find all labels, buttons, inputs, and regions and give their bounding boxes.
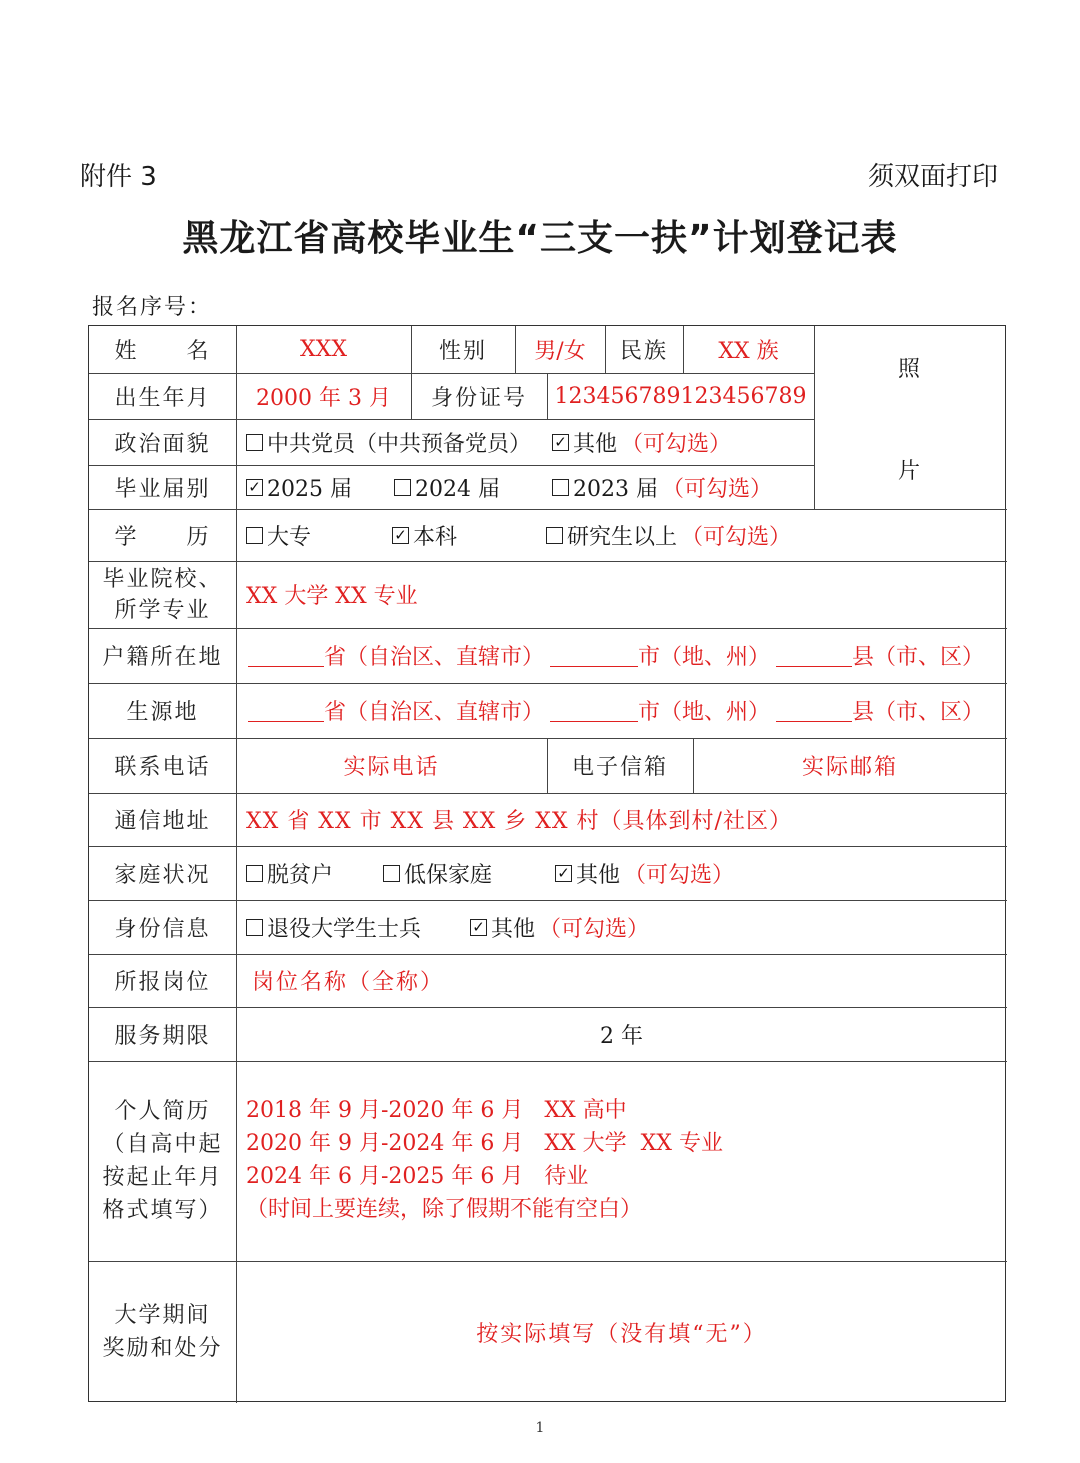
resume-line: 2024 年 6 月-2025 年 6 月 待业	[246, 1164, 589, 1189]
identity-veteran[interactable]: 退役大学生士兵	[246, 912, 470, 943]
identity-options	[236, 900, 1007, 954]
checkbox-unchecked-icon[interactable]	[246, 865, 263, 882]
resume-line: （时间上要连续，除了假期不能有空白）	[246, 1197, 643, 1222]
checkbox-checked-icon[interactable]: ✓	[555, 865, 572, 882]
position-field[interactable]: 岗位名称（全称）	[252, 970, 445, 995]
awards-field[interactable]: 按实际填写（没有填“无”）	[476, 1321, 767, 1347]
origin-field[interactable]: 省（自治区、直辖市） 市（地、州） 县（市、区）	[236, 683, 1007, 738]
attachment-number: 附件 3	[80, 162, 157, 192]
resume-field[interactable]	[246, 1094, 723, 1226]
address-field[interactable]: XX 省 XX 市 XX 县 XX 乡 XX 村（具体到村/社区）	[246, 809, 792, 834]
checkbox-checked-icon[interactable]: ✓	[246, 479, 263, 496]
checkbox-checked-icon[interactable]: ✓	[392, 527, 409, 544]
origin-label: 生源地	[126, 700, 199, 725]
ethnic-field[interactable]: XX 族	[718, 339, 779, 364]
education-label: 学 历	[114, 524, 211, 550]
page-number: 1	[535, 1420, 545, 1436]
checkbox-checked-icon[interactable]: ✓	[552, 434, 569, 451]
position-label: 所报岗位	[114, 970, 211, 995]
phone-label: 联系电话	[114, 755, 211, 780]
identity-label: 身份信息	[114, 916, 211, 942]
political-option-other[interactable]: ✓ 其他 （可勾选）	[552, 427, 731, 458]
print-note: 须双面打印	[867, 162, 998, 192]
photo-label-top: 照	[898, 357, 921, 382]
education-bachelor[interactable]: ✓ 本科	[392, 520, 546, 551]
ethnic-label: 民族	[619, 339, 668, 364]
email-label: 电子信箱	[571, 755, 668, 780]
education-college[interactable]: 大专	[246, 520, 392, 551]
hukou-label: 户籍所在地	[102, 645, 223, 670]
checkbox-unchecked-icon[interactable]	[246, 919, 263, 936]
email-field[interactable]: 实际邮箱	[801, 755, 898, 780]
family-label: 家庭状况	[114, 862, 211, 888]
education-options	[236, 509, 1007, 561]
resume-label: 个人简历 （自高中起 按起止年月 格式填写）	[102, 1099, 223, 1223]
form-title: 黑龙江省高校毕业生“三支一扶”计划登记表	[182, 218, 898, 259]
checkbox-unchecked-icon[interactable]	[394, 479, 411, 496]
resume-line: 2018 年 9 月-2020 年 6 月 XX 高中	[246, 1098, 627, 1123]
term-label: 服务期限	[114, 1023, 211, 1049]
school-field[interactable]: XX 大学 XX 专业	[246, 584, 418, 609]
id-label: 身份证号	[430, 385, 527, 411]
school-label: 毕业院校、 所学专业	[102, 566, 223, 623]
family-other[interactable]: ✓ 其他 （可勾选）	[555, 858, 734, 889]
family-options	[236, 846, 1007, 900]
grad-year-2024[interactable]: 2024 届	[394, 472, 552, 503]
grad-year-2023[interactable]: 2023 届 （可勾选）	[552, 472, 772, 503]
gender-label: 性别	[438, 339, 487, 364]
checkbox-unchecked-icon[interactable]	[546, 527, 563, 544]
hukou-field[interactable]: 省（自治区、直辖市） 市（地、州） 县（市、区）	[236, 628, 1007, 683]
birth-field[interactable]: 2000 年 3 月	[256, 385, 391, 411]
political-option-party[interactable]: 中共党员（中共预备党员）	[246, 427, 552, 458]
registration-form	[88, 325, 1006, 1402]
family-poverty[interactable]: 脱贫户	[246, 858, 383, 889]
education-graduate[interactable]: 研究生以上 （可勾选）	[546, 520, 791, 551]
resume-line: 2020 年 9 月-2024 年 6 月 XX 大学 XX 专业	[246, 1131, 723, 1156]
name-label: 姓 名	[114, 339, 211, 364]
political-options	[236, 419, 814, 465]
registration-number-label: 报名序号：	[92, 295, 213, 320]
identity-other[interactable]: ✓ 其他 （可勾选）	[470, 912, 649, 943]
family-low-income[interactable]: 低保家庭	[383, 858, 555, 889]
grad-year-2025[interactable]: ✓ 2025 届	[246, 472, 394, 503]
checkbox-checked-icon[interactable]: ✓	[470, 919, 487, 936]
gender-field[interactable]: 男/女	[534, 339, 586, 364]
id-field[interactable]: 123456789123456789	[554, 383, 807, 409]
checkbox-unchecked-icon[interactable]	[383, 865, 400, 882]
grad-year-options	[236, 465, 814, 509]
term-field[interactable]: 2 年	[600, 1023, 643, 1049]
political-label: 政治面貌	[114, 431, 211, 457]
name-field[interactable]: XXX	[300, 337, 347, 362]
awards-label: 大学期间 奖励和处分	[102, 1303, 223, 1361]
checkbox-unchecked-icon[interactable]	[246, 434, 263, 451]
phone-field[interactable]: 实际电话	[343, 755, 440, 780]
birth-label: 出生年月	[114, 385, 211, 411]
grad-year-label: 毕业届别	[114, 476, 211, 502]
checkbox-unchecked-icon[interactable]	[246, 527, 263, 544]
address-label: 通信地址	[114, 809, 211, 834]
photo-label-bottom: 片	[898, 459, 921, 484]
checkbox-unchecked-icon[interactable]	[552, 479, 569, 496]
